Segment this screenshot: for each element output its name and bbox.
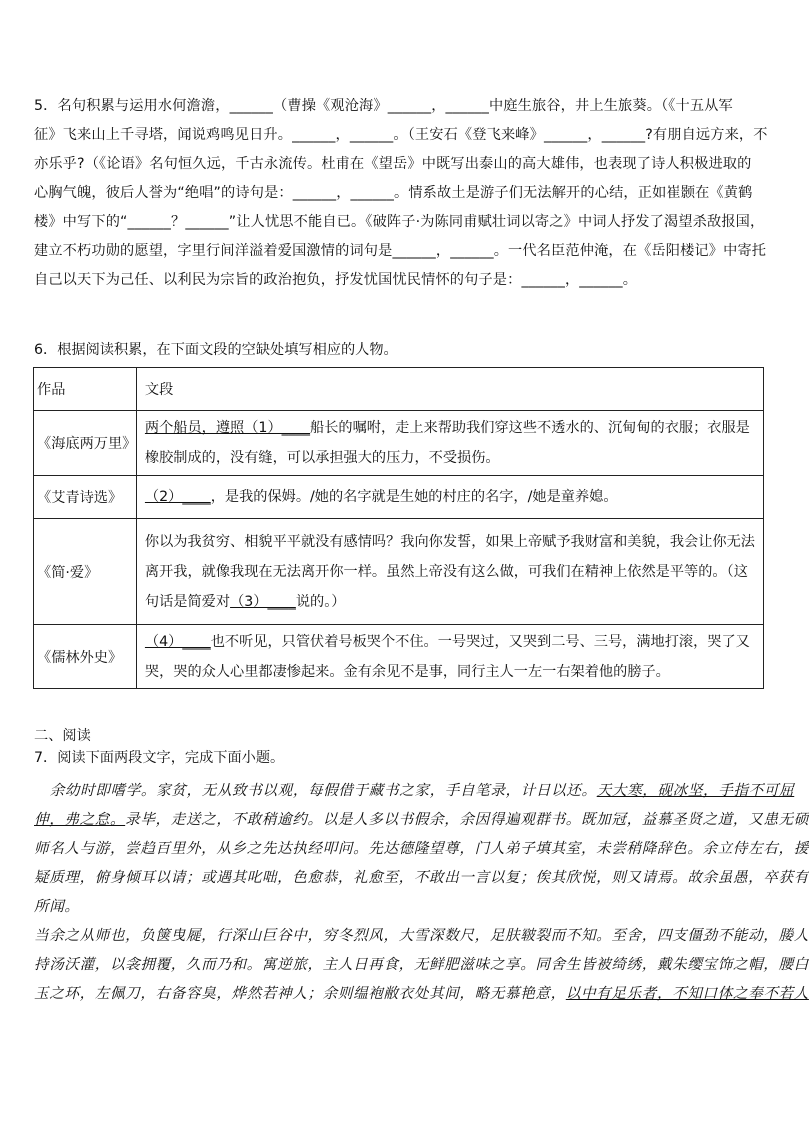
blank-2: （2）____ [144, 489, 211, 505]
q5-line: 楼》中写下的“______？______”让人忧思不能自已。《破阵子·为陈同甫赋壮词以寄之》中词人抒发了渴望杀敌报国， [34, 214, 765, 230]
passage-text: 也不听见，只管伏着号板哭个不住。一号哭过，又哭到二号、三号，满地打滚，哭了又 [210, 633, 750, 650]
q5-line: 征》飞来山上千寻塔，闻说鸡鸣见日升。______，______。（王安石《登飞来峰》______，______?有朋自远方来，不 [34, 127, 768, 143]
passage-text: 船长的嘱咐，走上来帮助我们穿这些不透水的、沉甸甸的衣服；衣服是 [310, 420, 750, 436]
header-work: 作品 [34, 368, 137, 411]
blank-1: 两个船员，遵照（1）____ [144, 420, 311, 436]
passage-text: 疑质理，俯身倾耳以请；或遇其叱咄，色愈恭，礼愈至，不敢出一言以复；俟其欣悦，则又请焉。故余虽愚，卒获有 [34, 869, 809, 886]
passage-text: 离开我，就像我现在无法离开你一样。虽然上帝没有这么做，可我们在精神上依然是平等的。（这 [144, 563, 748, 580]
blank-4: （4）____ [144, 633, 211, 650]
work-title: 《海底两万里》 [34, 411, 137, 476]
question-5 [34, 92, 768, 295]
q5-line: 5．名句积累与运用水何澹澹，______（曹操《观沧海》______，______中庭生旅谷，井上生旅葵。（《十五从军 [34, 98, 733, 114]
classical-passage [34, 776, 809, 1008]
section-heading: 二、阅读 [34, 728, 91, 744]
work-title: 《儒林外史》 [34, 625, 137, 689]
passage-text: 师名人与游，尝趋百里外，从乡之先达执经叩问。先达德隆望尊，门人弟子填其室，未尝稍降辞色。余立侍左右，援 [34, 840, 809, 857]
table-row [34, 519, 764, 625]
passage-text: 玉之环，左佩刀，右备容臭，烨然若神人；余则缊袍敝衣处其间，略无慕艳意， [34, 985, 566, 1002]
underlined-text: 以中有足乐者，不知口体之奉不若人 [565, 985, 809, 1002]
passage-text: 句话是简爱对 [144, 593, 231, 610]
passage-cell [136, 476, 763, 519]
passage-text: 录毕，走送之，不敢稍逾约。以是人多以书假余，余因得遍观群书。既加冠，益慕圣贤之道，又患无硕 [125, 811, 809, 828]
header-passage: 文段 [136, 368, 763, 411]
passage-text: 说的。） [295, 593, 346, 610]
q5-line: 自己以天下为己任、以利民为宗旨的政治抱负，抒发忧国忧民情怀的句子是：______，______。 [34, 272, 638, 288]
literature-table [33, 367, 764, 689]
q5-line: 建立不朽功勋的愿望，字里行间洋溢着爱国激情的词句是______，______。一代名臣范仲淹，在《岳阳楼记》中寄托 [34, 243, 767, 259]
passage-cell [136, 519, 763, 625]
passage-cell [136, 411, 763, 476]
passage-text: ，是我的保姆。/她的名字就是生她的村庄的名字，/她是童养媳。 [210, 489, 618, 505]
table-row [34, 625, 764, 689]
passage-text: 持汤沃灌，以衾拥覆，久而乃和。寓逆旅，主人日再食，无鲜肥滋味之享。同舍生皆被绮绣，戴朱缨宝饰之帽，腰白 [34, 956, 809, 973]
passage-text: 所闻。 [34, 898, 80, 915]
blank-3: （3）____ [230, 593, 296, 610]
passage-text: 余幼时即嗜学。家贫，无从致书以观，每假借于藏书之家，手自笔录，计日以还。 [49, 782, 597, 799]
work-title: 《简·爱》 [34, 519, 137, 625]
table-row [34, 476, 764, 519]
q5-line: 心胸气魄，彼后人誉为“绝唱”的诗句是：______，______。情系故土是游子们无法解开的心结，正如崔颢在《黄鹤 [34, 185, 753, 201]
passage-cell [136, 625, 763, 689]
table-row [34, 411, 764, 476]
q5-line: 亦乐乎?（《论语》名句恒久远，千古永流传。杜甫在《望岳》中既写出泰山的高大雄伟，也表现了诗人积极进取的 [34, 156, 752, 172]
underlined-text: 天大寒，砚冰坚，手指不可屈 [596, 782, 795, 799]
question-7-title: 7．阅读下面两段文字，完成下面小题。 [34, 750, 285, 766]
underlined-text: 伸，弗之怠。 [34, 811, 126, 828]
passage-text: 当余之从师也，负箧曳屣，行深山巨谷中，穷冬烈风，大雪深数尺，足肤皲裂而不知。至舍，四支僵劲不能动，媵人 [34, 927, 809, 944]
passage-text: 哭，哭的众人心里都凄惨起来。金有余见不是事，同行主人一左一右架着他的膀子。 [144, 663, 670, 680]
table-header-row [34, 368, 764, 411]
passage-text: 你以为我贫穷、相貌平平就没有感情吗？我向你发誓，如果上帝赋予我财富和美貌，我会让你无法 [144, 533, 755, 550]
passage-text: 橡胶制成的，没有缝，可以承担强大的压力，不受损伤。 [144, 450, 500, 466]
work-title: 《艾青诗选》 [34, 476, 137, 519]
question-6-title: 6．根据阅读积累，在下面文段的空缺处填写相应的人物。 [34, 342, 398, 358]
